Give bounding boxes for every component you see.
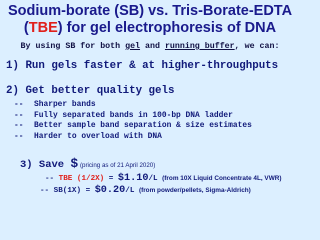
price-sb-unit: /L bbox=[125, 187, 139, 195]
list-item-text: Better sample band separation & size estimates bbox=[34, 121, 252, 130]
list-dash: -- bbox=[14, 110, 24, 120]
price-tbe-value: $1.10 bbox=[117, 173, 149, 184]
subtitle-part-1: By using SB for both bbox=[20, 42, 126, 51]
price-tbe-source: (from 10X Liquid Concentrate 4L, VWR) bbox=[162, 175, 282, 182]
price-sb-label: SB(1X) bbox=[53, 187, 82, 195]
price-sb-source: (from powder/pellets, Sigma-Aldrich) bbox=[138, 187, 251, 194]
price-sb-value: $0.20 bbox=[94, 185, 126, 196]
title-paren-open: ( bbox=[23, 20, 29, 36]
title-line-2-rest: ) for gel electrophoresis of DNA bbox=[57, 20, 277, 36]
subtitle-part-2: and bbox=[140, 42, 165, 51]
price-tbe-label: TBE (1/2X) bbox=[58, 175, 105, 183]
point-1: 1) Run gels faster & at higher-throughputs bbox=[6, 60, 279, 72]
quality-sublist bbox=[14, 100, 252, 142]
slide-title bbox=[0, 3, 300, 37]
list-item-text: Sharper bands bbox=[34, 100, 96, 109]
pricing-date-note: (pricing as of 21 April 2020) bbox=[78, 162, 156, 169]
point-3 bbox=[20, 156, 155, 171]
price-tbe-unit: /L bbox=[148, 175, 163, 183]
subtitle-part-3: , we can: bbox=[234, 42, 280, 51]
list-item bbox=[14, 132, 252, 143]
price-sb-eq: = bbox=[81, 187, 95, 195]
list-dash: -- bbox=[14, 131, 24, 141]
title-tbe-highlight: TBE bbox=[28, 20, 58, 36]
price-tbe-eq: = bbox=[104, 175, 118, 183]
price-tbe bbox=[45, 173, 281, 184]
price-sb-dash: -- bbox=[40, 187, 54, 195]
price-tbe-dash: -- bbox=[45, 175, 59, 183]
price-sb bbox=[40, 185, 251, 196]
list-item-text: Harder to overload with DNA bbox=[34, 131, 162, 141]
slide-subtitle bbox=[0, 42, 300, 51]
title-line-2 bbox=[0, 20, 300, 37]
list-dash: -- bbox=[14, 121, 24, 130]
subtitle-gel: gel bbox=[125, 42, 141, 51]
point-3-prefix: 3) Save bbox=[20, 159, 71, 171]
list-item-text: Fully separated bands in 100-bp DNA ladder bbox=[34, 110, 233, 120]
subtitle-running-buffer: running buffer bbox=[164, 42, 235, 51]
dollar-sign: $ bbox=[70, 156, 79, 171]
list-item bbox=[14, 100, 252, 111]
point-2: 2) Get better quality gels bbox=[6, 85, 175, 97]
list-dash: -- bbox=[14, 100, 24, 109]
list-item bbox=[14, 121, 252, 132]
list-item bbox=[14, 111, 252, 122]
title-line-1: Sodium-borate (SB) vs. Tris-Borate-EDTA bbox=[7, 3, 293, 19]
